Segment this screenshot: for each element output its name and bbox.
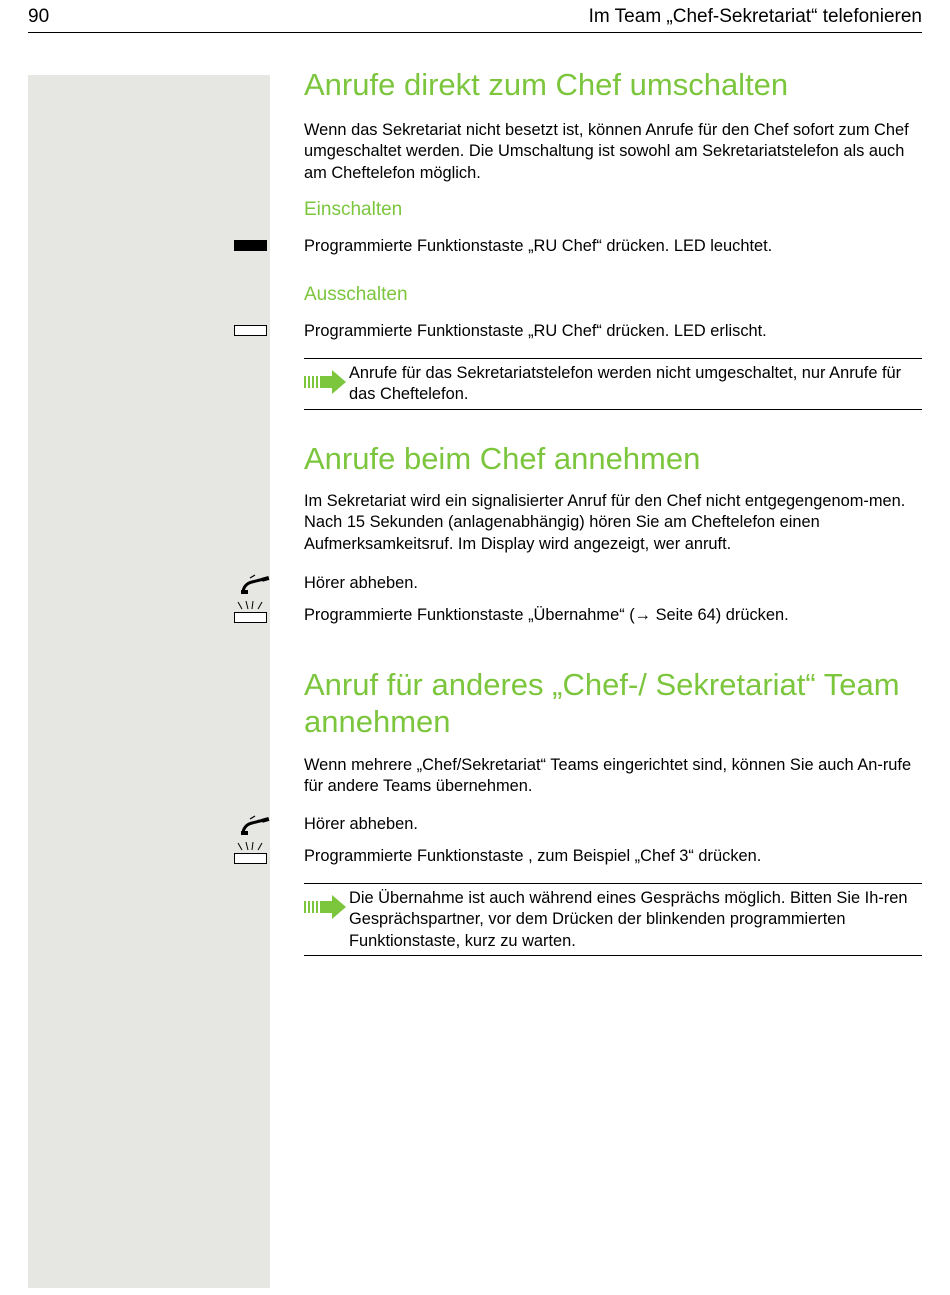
section-intro: Im Sekretariat wird ein signalisierter Anruf für den Chef nicht entgegengenom-men. Nach 15 Sekunden (anlagenabhängig) hören Sie am Cheftelefon einen Aufmerksamkeitsruf. Im Display wird angezeigt, wer anruft. [304, 492, 906, 553]
icon-sidebar [28, 75, 270, 1288]
note-box [304, 358, 922, 410]
note-text: Anrufe für das Sekretariatstelefon werden nicht umgeschaltet, nur Anrufe für das Cheftelefon. [349, 364, 902, 404]
note-arrow-icon [304, 370, 346, 394]
step-text: Programmierte Funktionstaste , zum Beispiel „Chef 3“ drücken. [304, 847, 762, 865]
chapter-title: Im Team „Chef-Sekretariat“ telefonieren [588, 6, 922, 27]
note-box [304, 883, 922, 956]
function-key-lit-icon [234, 240, 267, 251]
step-text: Programmierte Funktionstaste „RU Chef“ drücken. LED erlischt. [304, 322, 767, 340]
blinking-key-icon [233, 601, 269, 625]
step-text: Hörer abheben. [304, 574, 418, 592]
step-text: Hörer abheben. [304, 815, 418, 833]
section-intro: Wenn das Sekretariat nicht besetzt ist, können Anrufe für den Chef sofort zum Chef umgeschaltet werden. Die Umschaltung ist sowohl am Sekretariatstelefon als auch am Cheftelefon möglich. [304, 121, 909, 182]
page-number: 90 [28, 6, 50, 27]
page-header [28, 6, 922, 33]
subheading-einschalten: Einschalten [304, 199, 403, 220]
subheading-ausschalten: Ausschalten [304, 284, 408, 305]
note-arrow-icon [304, 895, 346, 919]
handset-lift-icon [240, 815, 270, 837]
section-intro: Wenn mehrere „Chef/Sekretariat“ Teams eingerichtet sind, können Sie auch An-rufe für andere Teams übernehmen. [304, 756, 912, 796]
section-title: Anrufe direkt zum Chef umschalten [304, 67, 789, 102]
section-title: Anrufe beim Chef annehmen [304, 441, 701, 476]
section-title: Anruf für anderes „Chef-/ Sekretariat“ Team annehmen [304, 667, 900, 739]
step-text: Programmierte Funktionstaste „Übernahme“ (→ Seite 64) drücken. [304, 606, 789, 624]
blinking-key-icon [233, 842, 269, 866]
step-text: Programmierte Funktionstaste „RU Chef“ drücken. LED leuchtet. [304, 237, 773, 255]
function-key-off-icon [234, 325, 267, 336]
note-text: Die Übernahme ist auch während eines Gesprächs möglich. Bitten Sie Ih-ren Gesprächspartner, vor dem Drücken der blinkenden programmierten Funktionstaste, kurz zu warten. [349, 889, 908, 950]
handset-lift-icon [240, 574, 270, 596]
